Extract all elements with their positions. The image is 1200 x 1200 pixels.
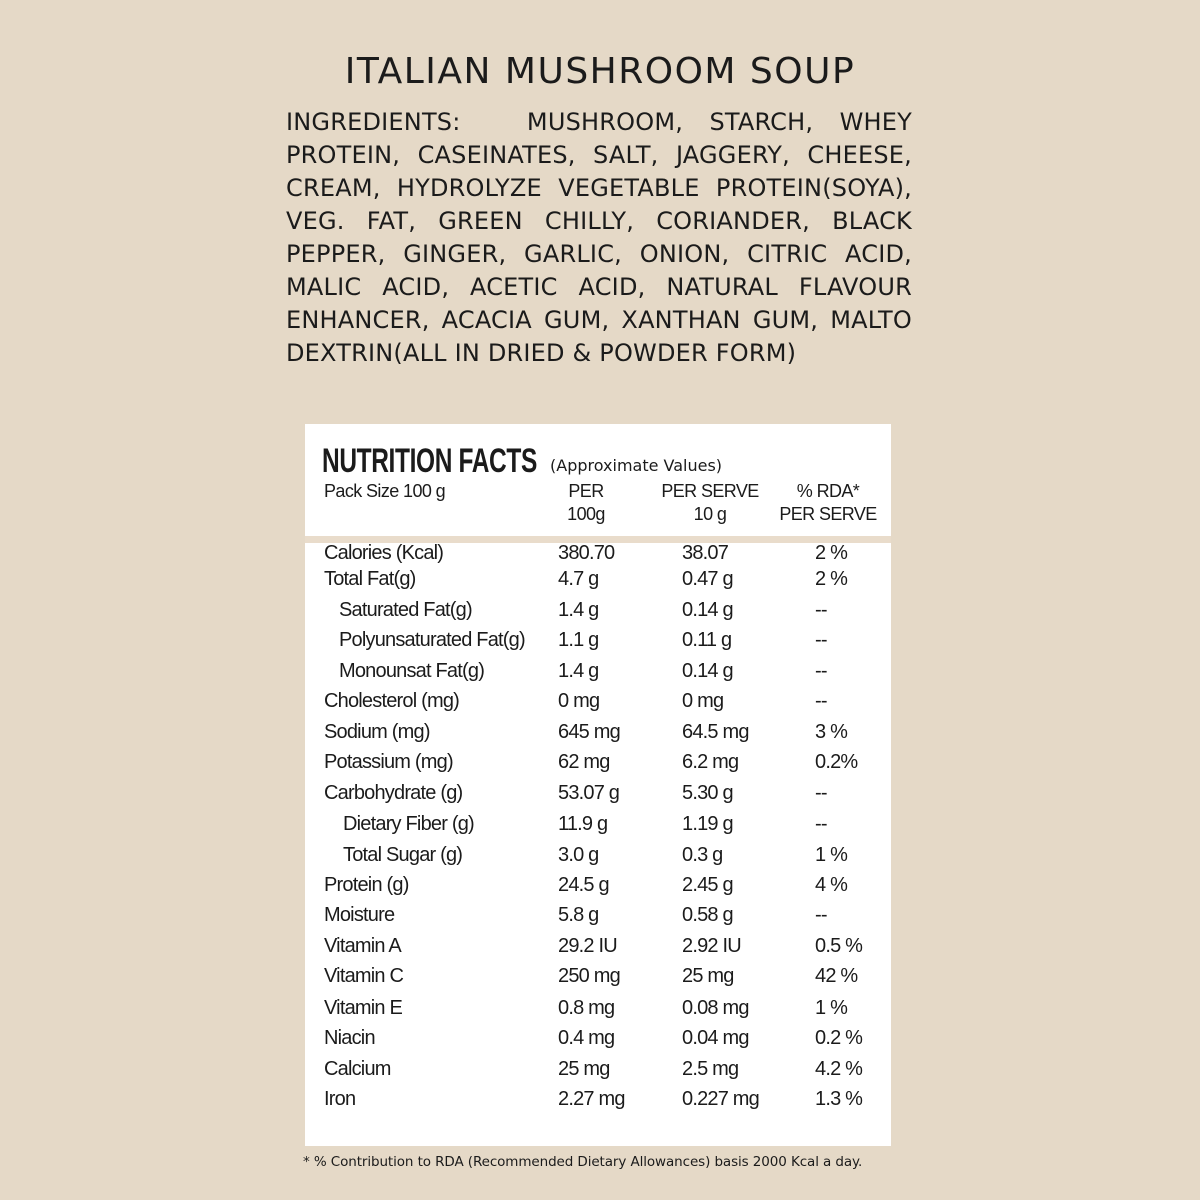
value-rda: 42 % (815, 965, 858, 987)
value-rda: 0.5 % (815, 935, 863, 957)
value-rda: -- (815, 690, 827, 712)
column-header-rda-line1: % RDA* (796, 481, 860, 501)
table-row (305, 595, 891, 625)
nutrient-name: Calories (Kcal) (324, 542, 444, 564)
pack-size: Pack Size 100 g (324, 481, 446, 501)
nutrient-name: Niacin (324, 1027, 375, 1049)
value-per-serve: 0 mg (682, 690, 724, 712)
column-header-per-serve (655, 480, 765, 526)
value-rda: 4 % (815, 874, 848, 896)
table-row (305, 870, 891, 900)
table-row (305, 1084, 891, 1114)
nutrient-name: Dietary Fiber (g) (343, 813, 474, 835)
value-per-serve: 0.11 g (682, 629, 732, 651)
value-per-100g: 0.4 mg (558, 1027, 615, 1049)
table-row (305, 564, 891, 594)
table-row (305, 778, 891, 808)
nutrient-name: Polyunsaturated Fat(g) (339, 629, 525, 651)
value-per-serve: 0.58 g (682, 904, 733, 926)
value-rda: -- (815, 599, 827, 621)
value-per-100g: 1.4 g (558, 599, 599, 621)
nutrition-subtitle: (Approximate Values) (550, 456, 723, 475)
nutrient-name: Saturated Fat(g) (339, 599, 472, 621)
value-per-100g: 380.70 (558, 542, 615, 564)
value-per-serve: 0.3 g (682, 844, 723, 866)
value-per-serve: 64.5 mg (682, 721, 749, 743)
value-rda: 4.2 % (815, 1058, 863, 1080)
nutrient-name: Potassium (mg) (324, 751, 453, 773)
nutrient-name: Vitamin A (324, 935, 401, 957)
value-per-100g: 24.5 g (558, 874, 609, 896)
nutrient-name: Total Sugar (g) (343, 844, 463, 866)
table-row (305, 625, 891, 655)
column-header-per-serve-line1: PER SERVE (661, 481, 759, 501)
value-per-100g: 11.9 g (558, 813, 608, 835)
value-per-100g: 3.0 g (558, 844, 599, 866)
table-row (305, 656, 891, 686)
nutrient-name: Sodium (mg) (324, 721, 430, 743)
value-per-100g: 29.2 IU (558, 935, 617, 957)
value-per-serve: 25 mg (682, 965, 734, 987)
value-per-100g: 53.07 g (558, 782, 620, 804)
value-per-100g: 1.4 g (558, 660, 599, 682)
value-per-serve: 0.14 g (682, 599, 733, 621)
column-header-per-100g-line1: PER (568, 481, 604, 501)
table-row (305, 993, 891, 1023)
table-row (305, 931, 891, 961)
ingredients-text: MUSHROOM, STARCH, WHEY PROTEIN, CASEINATES, SALT, JAGGERY, CHEESE, CREAM, HYDROLYZE VEGETABLE PROTEIN(SOYA), VEG. FAT, GREEN CHILLY, CORIANDER, BLACK PEPPER, GINGER, GARLIC, ONION, CITRIC ACID, MALIC ACID, ACETIC ACID, NATURAL FLAVOUR ENHANCER, ACACIA GUM, XANTHAN GUM, MALTO DEXTRIN(ALL IN DRIED & POWDER FORM) (286, 108, 912, 367)
nutrient-name: Total Fat(g) (324, 568, 416, 590)
value-per-serve: 2.45 g (682, 874, 733, 896)
value-rda: -- (815, 660, 827, 682)
column-header-per-100g-line2: 100g (567, 504, 605, 524)
value-rda: -- (815, 904, 827, 926)
column-header-per-serve-line2: 10 g (693, 504, 727, 524)
table-row (305, 840, 891, 870)
nutrient-name: Moisture (324, 904, 395, 926)
value-per-100g: 5.8 g (558, 904, 599, 926)
nutrient-name: Vitamin E (324, 997, 403, 1019)
value-per-serve: 0.08 mg (682, 997, 749, 1019)
value-rda: 2 % (815, 568, 848, 590)
value-per-serve: 38.07 (682, 542, 729, 564)
value-rda: 1 % (815, 997, 848, 1019)
value-rda: -- (815, 629, 827, 651)
table-row (305, 900, 891, 930)
value-rda: 0.2% (815, 751, 858, 773)
value-rda: 2 % (815, 542, 848, 564)
value-per-serve: 1.19 g (682, 813, 733, 835)
product-title: ITALIAN MUSHROOM SOUP (344, 51, 856, 92)
value-per-serve: 2.92 IU (682, 935, 741, 957)
value-per-100g: 0.8 mg (558, 997, 615, 1019)
column-header-per-100g (549, 480, 623, 526)
nutrient-name: Vitamin C (324, 965, 404, 987)
value-rda: 1 % (815, 844, 848, 866)
value-per-serve: 5.30 g (682, 782, 733, 804)
table-row (305, 961, 891, 991)
table-row (305, 1023, 891, 1053)
nutrient-name: Iron (324, 1088, 356, 1110)
column-header-rda (775, 480, 881, 526)
value-rda: -- (815, 813, 827, 835)
nutrient-name: Carbohydrate (g) (324, 782, 463, 804)
value-per-100g: 25 mg (558, 1058, 610, 1080)
value-per-serve: 0.47 g (682, 568, 733, 590)
table-row (305, 809, 891, 839)
nutrient-name: Monounsat Fat(g) (339, 660, 485, 682)
value-per-100g: 0 mg (558, 690, 600, 712)
value-rda: 1.3 % (815, 1088, 863, 1110)
nutrient-name: Calcium (324, 1058, 391, 1080)
value-per-serve: 0.227 mg (682, 1088, 759, 1110)
value-per-100g: 1.1 g (558, 629, 599, 651)
ingredients-label: INGREDIENTS: (286, 108, 461, 136)
nutrition-facts-panel (305, 424, 891, 1146)
table-row (305, 1054, 891, 1084)
value-per-serve: 6.2 mg (682, 751, 739, 773)
nutrient-name: Protein (g) (324, 874, 409, 896)
value-per-100g: 250 mg (558, 965, 620, 987)
value-rda: 0.2 % (815, 1027, 863, 1049)
value-per-serve: 2.5 mg (682, 1058, 739, 1080)
ingredients-list (286, 106, 912, 370)
table-row (305, 747, 891, 777)
value-per-serve: 0.14 g (682, 660, 733, 682)
table-row (305, 717, 891, 747)
nutrition-title: NUTRITION FACTS (322, 442, 537, 480)
value-per-100g: 4.7 g (558, 568, 599, 590)
value-per-serve: 0.04 mg (682, 1027, 749, 1049)
nutrition-header (322, 442, 722, 481)
rda-footnote: * % Contribution to RDA (Recommended Dietary Allowances) basis 2000 Kcal a day. (303, 1154, 863, 1170)
value-per-100g: 2.27 mg (558, 1088, 625, 1110)
value-per-100g: 62 mg (558, 751, 610, 773)
table-row (305, 686, 891, 716)
column-header-rda-line2: PER SERVE (779, 504, 877, 524)
value-rda: 3 % (815, 721, 848, 743)
value-per-100g: 645 mg (558, 721, 620, 743)
value-rda: -- (815, 782, 827, 804)
nutrient-name: Cholesterol (mg) (324, 690, 460, 712)
